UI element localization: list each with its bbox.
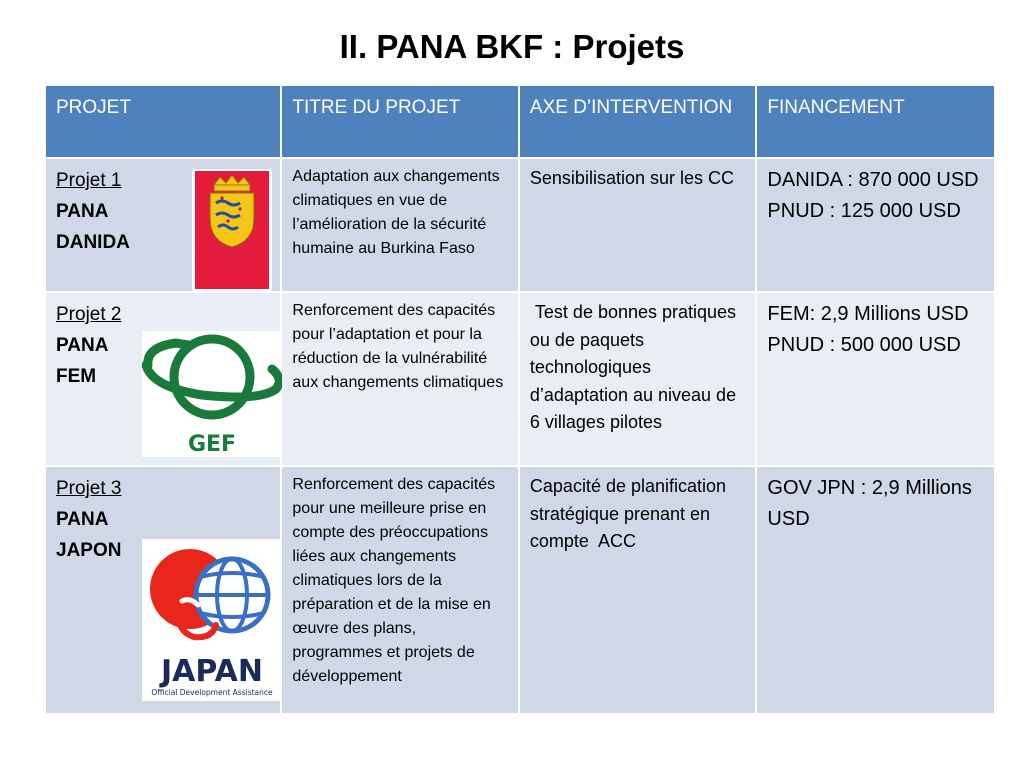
gef-logo-text: GEF bbox=[187, 432, 237, 457]
table-header-row bbox=[45, 85, 995, 158]
financement-line: DANIDA : 870 000 USD bbox=[767, 169, 979, 191]
project-cell bbox=[45, 158, 281, 292]
financement-line: PNUD : 500 000 USD bbox=[767, 334, 961, 356]
project-name-line2: FEM bbox=[56, 366, 97, 387]
project-name-line2: JAPON bbox=[56, 540, 122, 561]
financement-cell bbox=[756, 466, 995, 714]
table-row bbox=[45, 158, 995, 292]
financement-line: GOV JPN : 2,9 Millions USD bbox=[767, 477, 972, 530]
danida-coat-of-arms-logo bbox=[192, 169, 272, 291]
slide-title: II. PANA BKF : Projets bbox=[339, 28, 685, 65]
projects-table bbox=[44, 84, 996, 715]
project-link[interactable]: Projet 1 bbox=[56, 170, 122, 191]
project-name-line2: DANIDA bbox=[56, 232, 130, 253]
project-name-line1: PANA bbox=[56, 509, 109, 530]
japan-logo-text: JAPAN bbox=[161, 654, 263, 689]
titre-cell: Renforcement des capacités pour une meilleure prise en compte des préoccupations liées aux changements climatiques lors de la préparation et de la mise en œuvre des plans, programmes et projets de développement bbox=[281, 466, 519, 714]
financement-cell bbox=[756, 292, 995, 466]
japan-oda-logo bbox=[142, 539, 282, 701]
header-projet: PROJET bbox=[45, 85, 281, 158]
axe-cell: Capacité de planification stratégique prenant en compte ACC bbox=[519, 466, 757, 714]
table-row bbox=[45, 292, 995, 466]
titre-cell: Adaptation aux changements climatiques en vue de l’amélioration de la sécurité humaine au Burkina Faso bbox=[281, 158, 519, 292]
table-row bbox=[45, 466, 995, 714]
japan-logo-subtext: Official Development Assistance bbox=[151, 688, 273, 697]
header-titre: TITRE DU PROJET bbox=[281, 85, 519, 158]
header-axe: AXE D’INTERVENTION bbox=[519, 85, 757, 158]
project-cell bbox=[45, 466, 281, 714]
project-link[interactable]: Projet 2 bbox=[56, 304, 122, 325]
financement-line: FEM: 2,9 Millions USD bbox=[767, 303, 969, 325]
project-name-line1: PANA bbox=[56, 201, 109, 222]
titre-cell: Renforcement des capacités pour l’adaptation et pour la réduction de la vulnérabilité aux changements climatiques bbox=[281, 292, 519, 466]
gef-logo bbox=[142, 331, 282, 457]
header-financement: FINANCEMENT bbox=[756, 85, 995, 158]
financement-line: PNUD : 125 000 USD bbox=[767, 200, 961, 222]
project-link[interactable]: Projet 3 bbox=[56, 478, 122, 499]
financement-cell bbox=[756, 158, 995, 292]
axe-cell: Test de bonnes pratiques ou de paquets technologiques d’adaptation au niveau de 6 villages pilotes bbox=[519, 292, 757, 466]
project-cell bbox=[45, 292, 281, 466]
axe-cell: Sensibilisation sur les CC bbox=[519, 158, 757, 292]
project-name-line1: PANA bbox=[56, 335, 109, 356]
